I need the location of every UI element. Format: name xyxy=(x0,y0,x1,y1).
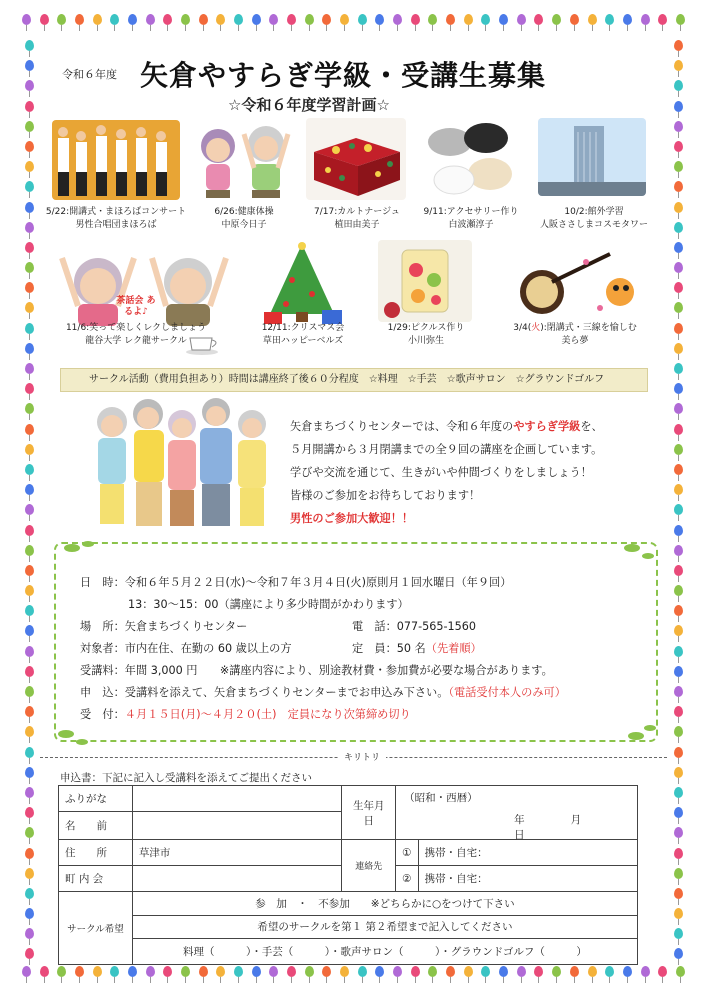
balloon-icon xyxy=(25,464,34,475)
balloon-icon xyxy=(552,966,561,977)
birth-units: 年 月日 xyxy=(514,814,582,841)
balloon-icon xyxy=(674,827,683,838)
balloon-icon xyxy=(658,14,667,25)
balloon-icon xyxy=(25,323,34,334)
fiscal-year: 令和６年度 xyxy=(62,68,117,81)
balloon-icon xyxy=(199,14,208,25)
address-label: 住 所 xyxy=(59,840,133,866)
balloon-icon xyxy=(25,363,34,374)
schedule-caption: 10/2:館外学習 人阪ささしまコスモタワー xyxy=(539,207,648,230)
balloon-icon xyxy=(25,605,34,616)
balloon-icon xyxy=(570,14,579,25)
balloon-icon xyxy=(517,14,526,25)
balloon-icon xyxy=(25,948,34,959)
circle-wish-instruction: 希望のサークルを第１ 第２希望まで記入してください xyxy=(132,915,637,939)
balloon-icon xyxy=(534,14,543,25)
balloon-icon xyxy=(25,242,34,253)
balloon-icon xyxy=(25,565,34,576)
men-welcome-note: 男性のご参加大歓迎！！ xyxy=(290,512,414,525)
contact-2-field[interactable]: 携帯・自宅： xyxy=(418,866,637,892)
balloon-icon xyxy=(25,625,34,636)
balloon-icon xyxy=(93,14,102,25)
balloon-icon xyxy=(674,80,683,91)
application-form xyxy=(58,785,638,965)
balloon-icon xyxy=(216,966,225,977)
balloon-icon xyxy=(25,666,34,677)
town-label: 町 内 会 xyxy=(59,866,133,892)
birth-field[interactable] xyxy=(396,786,638,840)
schedule-caption: 5/22:開講式・まほろばコンサート 男性合唱団まほろば xyxy=(45,207,187,230)
contact-1-field[interactable]: 携帯・自宅： xyxy=(418,840,637,866)
balloon-icon xyxy=(25,706,34,717)
balloon-icon xyxy=(57,14,66,25)
era-label: （昭和・西暦） xyxy=(404,792,478,804)
info-target: 対象者：市内在住、在勤の 60 歳以上の方 xyxy=(80,642,292,655)
balloon-icon xyxy=(25,646,34,657)
balloon-icon xyxy=(358,966,367,977)
balloon-icon xyxy=(146,14,155,25)
seniors-group-illustration xyxy=(90,398,280,536)
balloon-icon xyxy=(674,646,683,657)
balloon-icon xyxy=(358,14,367,25)
balloon-icon xyxy=(375,14,384,25)
balloon-icon xyxy=(234,14,243,25)
balloon-icon xyxy=(216,14,225,25)
page-subtitle: ☆令和６年度学習計画☆ xyxy=(228,96,390,114)
balloon-icon xyxy=(25,444,34,455)
balloon-icon xyxy=(128,14,137,25)
balloon-icon xyxy=(446,14,455,25)
balloon-icon xyxy=(674,545,683,556)
balloon-icon xyxy=(340,966,349,977)
balloon-icon xyxy=(674,121,683,132)
balloon-icon xyxy=(25,80,34,91)
balloon-border-bottom xyxy=(22,966,685,992)
balloon-icon xyxy=(25,747,34,758)
balloon-border-left xyxy=(16,40,42,960)
balloon-icon xyxy=(25,888,34,899)
balloon-icon xyxy=(322,966,331,977)
balloon-icon xyxy=(674,948,683,959)
name-label: 名 前 xyxy=(59,811,133,839)
balloon-icon xyxy=(25,282,34,293)
balloon-border-top xyxy=(22,14,685,40)
join-option[interactable]: 参 加 ・ 不参加 ※どちらかに○をつけて下さい xyxy=(132,891,637,915)
balloon-icon xyxy=(22,966,31,977)
balloon-icon xyxy=(605,14,614,25)
balloon-icon xyxy=(674,504,683,515)
balloon-icon xyxy=(641,966,650,977)
balloon-icon xyxy=(605,966,614,977)
balloon-icon xyxy=(25,403,34,414)
balloon-icon xyxy=(305,14,314,25)
circle-options[interactable]: 料理（ ）・手芸（ ）・歌声サロン（ ）・グラウンドゴルフ（ ） xyxy=(132,939,637,965)
schedule-caption: 3/4(火):閉講式・三線を愉しむ 美ら夢 xyxy=(513,323,637,346)
balloon-icon xyxy=(22,14,31,25)
intro-text: 矢倉まちづくりセンターでは、令和６年度のやすらぎ学級を、 ５月開講から３月閉講までの全９回の講座を企画しています。 学びや交流を通じて、生きがいや仲間づくりをしましょう！ 皆様のご参加をお待ちしております！ 男性のご参加大歓迎！！ xyxy=(290,415,603,530)
balloon-icon xyxy=(25,262,34,273)
balloon-icon xyxy=(305,966,314,977)
balloon-icon xyxy=(674,40,683,51)
balloon-icon xyxy=(552,14,561,25)
contact-1-marker: ① xyxy=(396,840,418,866)
balloon-icon xyxy=(252,14,261,25)
info-capacity: 定 員：50 名（先着順） xyxy=(352,642,482,655)
balloon-icon xyxy=(234,966,243,977)
balloon-icon xyxy=(674,302,683,313)
balloon-icon xyxy=(25,484,34,495)
balloon-icon xyxy=(588,966,597,977)
balloon-icon xyxy=(25,525,34,536)
contact-2-marker: ② xyxy=(396,866,418,892)
balloon-icon xyxy=(674,444,683,455)
balloon-icon xyxy=(674,202,683,213)
schedule-caption: 11/6:笑って楽しくレクしましょう 龍谷大学 レク龍サークル xyxy=(65,323,207,346)
balloon-icon xyxy=(499,966,508,977)
balloon-icon xyxy=(674,928,683,939)
info-date: 日 時：令和６年５月２２日(水)～令和７年３月４日(火)原則月１回水曜日（年９回） xyxy=(80,576,512,589)
balloon-icon xyxy=(674,726,683,737)
balloon-icon xyxy=(40,14,49,25)
balloon-icon xyxy=(674,242,683,253)
balloon-icon xyxy=(674,383,683,394)
balloon-icon xyxy=(674,666,683,677)
birth-label: 生年月日 xyxy=(342,786,396,840)
balloon-icon xyxy=(428,966,437,977)
balloon-icon xyxy=(25,222,34,233)
balloon-icon xyxy=(674,424,683,435)
balloon-icon xyxy=(269,14,278,25)
balloon-icon xyxy=(25,424,34,435)
address-field[interactable]: 草津市 xyxy=(132,840,341,866)
town-field[interactable] xyxy=(132,866,341,892)
balloon-icon xyxy=(674,363,683,374)
balloon-icon xyxy=(75,14,84,25)
balloon-icon xyxy=(128,966,137,977)
balloon-icon xyxy=(287,14,296,25)
balloon-icon xyxy=(674,60,683,71)
balloon-icon xyxy=(570,966,579,977)
balloon-icon xyxy=(25,101,34,112)
info-reception: 受 付：４月１５日(月)～４月２０(土) 定員になり次第締め切り xyxy=(80,708,411,721)
balloon-icon xyxy=(163,966,172,977)
sanshin-illustration xyxy=(512,246,642,324)
schedule-caption: 1/29:ピクルス作り 小川弥生 xyxy=(387,323,465,346)
balloon-icon xyxy=(464,14,473,25)
balloon-icon xyxy=(110,966,119,977)
balloon-icon xyxy=(110,14,119,25)
balloon-icon xyxy=(25,141,34,152)
balloon-icon xyxy=(340,14,349,25)
cut-label: キリトリ xyxy=(338,750,386,763)
balloon-icon xyxy=(623,966,632,977)
balloon-icon xyxy=(674,484,683,495)
balloon-icon xyxy=(674,585,683,596)
balloon-icon xyxy=(322,14,331,25)
furigana-field[interactable] xyxy=(132,786,341,812)
balloon-icon xyxy=(674,161,683,172)
balloon-icon xyxy=(25,343,34,354)
teacup-icon xyxy=(186,334,222,356)
balloon-icon xyxy=(40,966,49,977)
balloon-icon xyxy=(674,767,683,778)
balloon-icon xyxy=(676,14,685,25)
balloon-icon xyxy=(25,807,34,818)
balloon-icon xyxy=(25,161,34,172)
balloon-icon xyxy=(674,625,683,636)
schedule-caption: 9/11:アクセサリー作り 白波瀬淳子 xyxy=(423,207,519,230)
balloon-icon xyxy=(25,827,34,838)
balloon-icon xyxy=(674,686,683,697)
balloon-icon xyxy=(446,966,455,977)
balloon-icon xyxy=(25,787,34,798)
tea-party-note: 茶話会 あるよ♪ xyxy=(116,296,156,317)
circle-wish-label: サークル希望 xyxy=(59,891,133,964)
balloon-icon xyxy=(25,383,34,394)
balloon-icon xyxy=(25,302,34,313)
balloon-icon xyxy=(428,14,437,25)
balloon-icon xyxy=(674,908,683,919)
balloon-icon xyxy=(674,807,683,818)
balloon-icon xyxy=(588,14,597,25)
balloon-icon xyxy=(674,403,683,414)
choir-photo xyxy=(52,120,180,200)
balloon-icon xyxy=(25,181,34,192)
balloon-icon xyxy=(93,966,102,977)
balloon-icon xyxy=(393,14,402,25)
balloon-icon xyxy=(674,888,683,899)
balloon-icon xyxy=(534,966,543,977)
balloon-icon xyxy=(674,282,683,293)
balloon-icon xyxy=(181,966,190,977)
balloon-icon xyxy=(499,14,508,25)
info-time: 13：30～15：00（講座により多少時間がかわります） xyxy=(128,598,409,611)
balloon-icon xyxy=(25,202,34,213)
balloon-icon xyxy=(674,848,683,859)
balloon-border-right xyxy=(665,40,691,960)
furigana-label: ふりがな xyxy=(59,786,133,812)
balloon-icon xyxy=(25,686,34,697)
balloon-icon xyxy=(25,40,34,51)
cartonnage-box-photo xyxy=(306,118,406,200)
balloon-icon xyxy=(674,706,683,717)
balloon-icon xyxy=(25,121,34,132)
balloon-icon xyxy=(674,343,683,354)
balloon-icon xyxy=(25,504,34,515)
balloon-icon xyxy=(57,966,66,977)
balloon-icon xyxy=(674,605,683,616)
balloon-icon xyxy=(674,323,683,334)
balloon-icon xyxy=(674,787,683,798)
balloon-icon xyxy=(25,726,34,737)
balloon-icon xyxy=(676,966,685,977)
balloon-icon xyxy=(181,14,190,25)
balloon-icon xyxy=(674,565,683,576)
name-field[interactable] xyxy=(132,811,341,839)
schedule-caption: 7/17:カルトナージュ 植田由美子 xyxy=(314,207,400,230)
contact-label: 連絡先 xyxy=(342,840,396,892)
balloon-icon xyxy=(481,966,490,977)
balloon-icon xyxy=(393,966,402,977)
balloon-icon xyxy=(375,966,384,977)
balloon-icon xyxy=(623,14,632,25)
balloon-icon xyxy=(674,525,683,536)
balloon-icon xyxy=(411,966,420,977)
schedule-caption: 6/26:健康体操 中原今日子 xyxy=(214,207,274,230)
circle-activity-bar: サークル活動（費用負担あり）時間は講座終了後６０分程度 ☆料理 ☆手芸 ☆歌声サロン ☆グラウンドゴルフ xyxy=(60,368,648,392)
balloon-icon xyxy=(25,585,34,596)
balloon-icon xyxy=(674,141,683,152)
balloon-icon xyxy=(641,14,650,25)
balloon-icon xyxy=(464,966,473,977)
balloon-icon xyxy=(674,181,683,192)
info-fee: 受講料：年間 3,000 円 ※講座内容により、別途教材費・参加費が必要な場合があります。 xyxy=(80,664,553,677)
balloon-icon xyxy=(481,14,490,25)
balloon-icon xyxy=(25,908,34,919)
balloon-icon xyxy=(674,868,683,879)
balloon-icon xyxy=(25,767,34,778)
balloon-icon xyxy=(674,747,683,758)
balloon-icon xyxy=(658,966,667,977)
cosmo-tower-photo xyxy=(538,118,646,196)
balloon-icon xyxy=(252,966,261,977)
balloon-icon xyxy=(25,928,34,939)
page-title: 矢倉やすらぎ学級・受講生募集 xyxy=(140,59,547,92)
balloon-icon xyxy=(25,545,34,556)
info-apply: 申 込：受講料を添えて、矢倉まちづくりセンターまでお申込み下さい。（電話受付本人のみ可） xyxy=(80,686,566,699)
balloon-icon xyxy=(411,14,420,25)
form-heading: 申込書：下記に記入し受講料を添えてご提出ください xyxy=(60,772,312,784)
accessory-photo xyxy=(420,118,520,203)
balloon-icon xyxy=(25,868,34,879)
balloon-icon xyxy=(199,966,208,977)
balloon-icon xyxy=(146,966,155,977)
balloon-icon xyxy=(674,222,683,233)
schedule-caption: 12/11:クリスマス会 草田ハッピーベルズ xyxy=(261,323,345,346)
balloon-icon xyxy=(674,101,683,112)
balloon-icon xyxy=(25,848,34,859)
christmas-tree-illustration xyxy=(250,240,354,326)
balloon-icon xyxy=(287,966,296,977)
exercise-illustration xyxy=(188,118,298,203)
balloon-icon xyxy=(674,464,683,475)
balloon-icon xyxy=(269,966,278,977)
balloon-icon xyxy=(517,966,526,977)
info-phone: 電 話：077-565-1560 xyxy=(352,620,477,633)
pickles-photo xyxy=(378,240,472,322)
balloon-icon xyxy=(75,966,84,977)
balloon-icon xyxy=(163,14,172,25)
balloon-icon xyxy=(674,262,683,273)
balloon-icon xyxy=(25,60,34,71)
info-place: 場 所：矢倉まちづくりセンター xyxy=(80,620,248,633)
